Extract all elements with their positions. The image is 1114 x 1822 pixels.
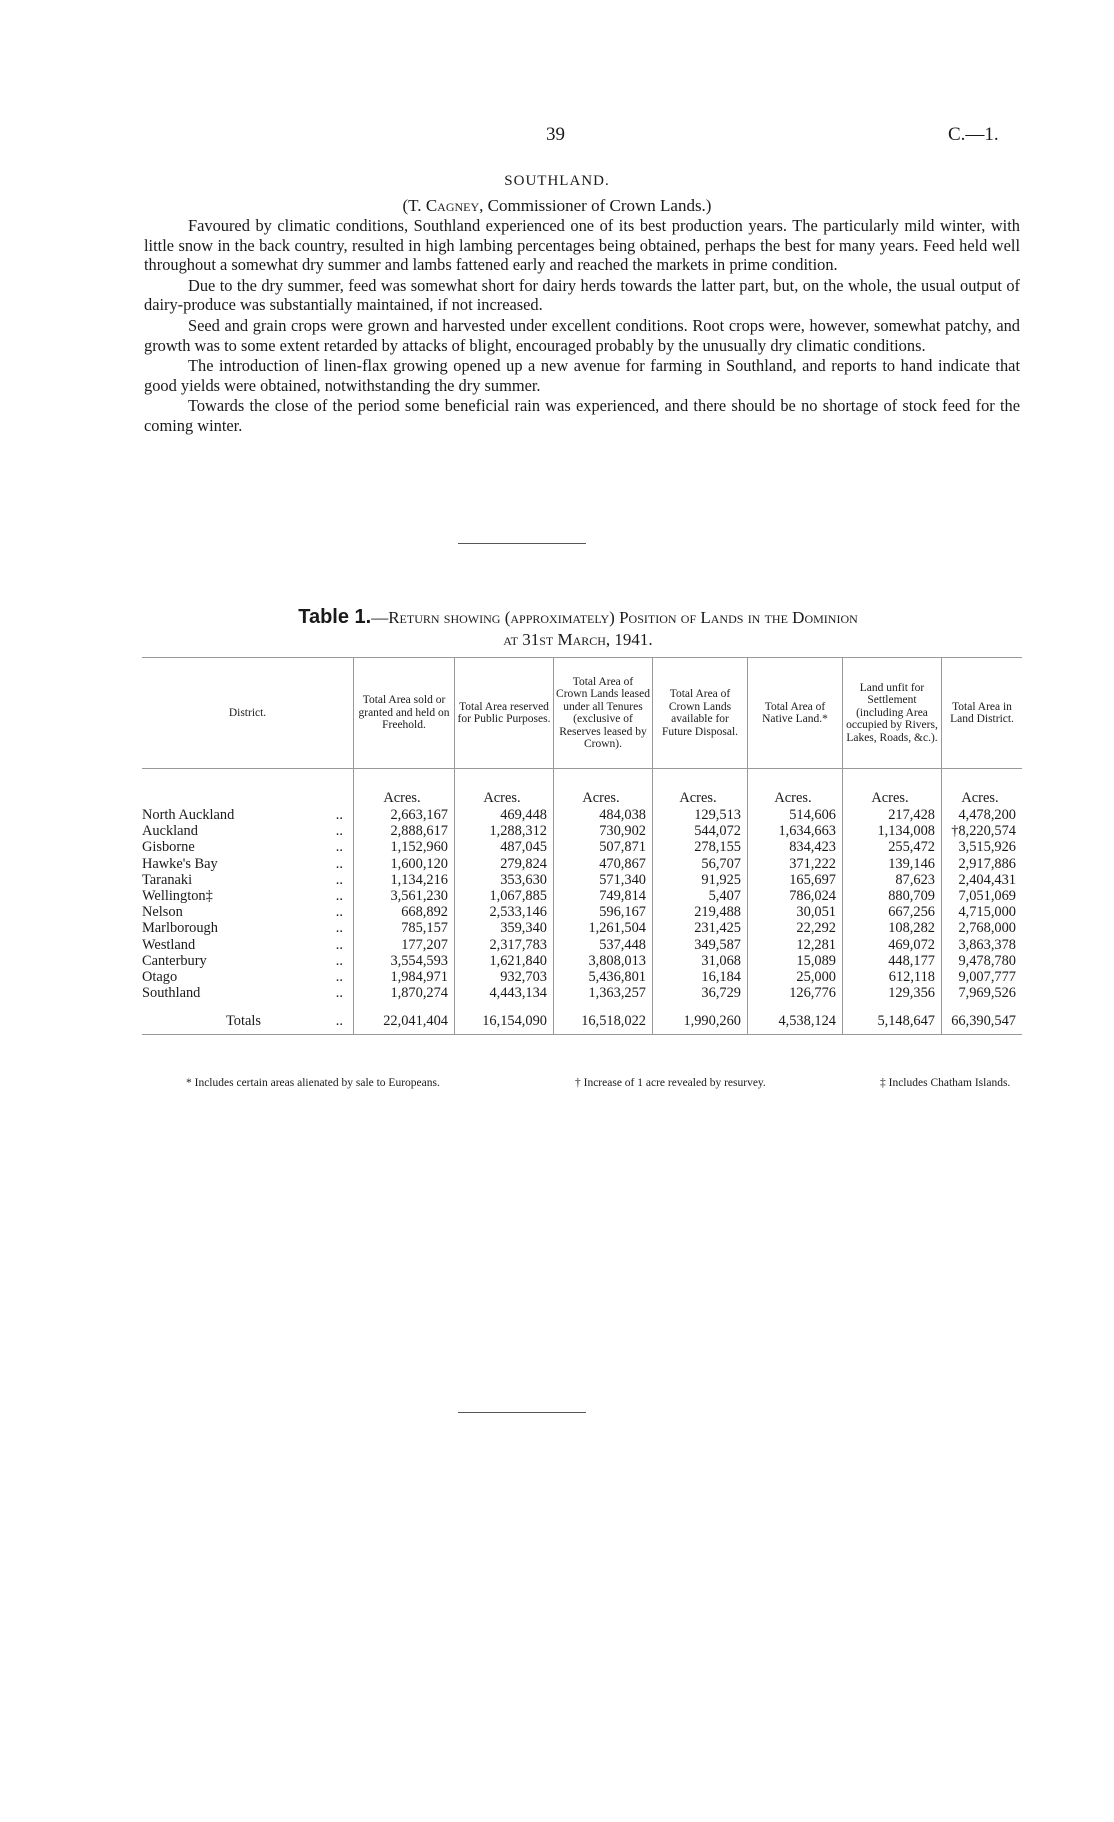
leader-dots: .. xyxy=(335,904,343,921)
leader-dots: .. xyxy=(335,936,343,953)
value-cell: 15,089 xyxy=(748,953,843,969)
value-cell: 231,425 xyxy=(653,920,748,936)
value-cell: 31,068 xyxy=(653,953,748,969)
leader-dots: .. xyxy=(311,1001,354,1034)
value-cell: 3,808,013 xyxy=(554,953,653,969)
totals-row xyxy=(142,1001,1022,1034)
author-rest: , Commissioner of Crown Lands.) xyxy=(479,196,712,215)
value-cell: 1,870,274 xyxy=(354,985,455,1001)
author-open: (T. xyxy=(402,196,426,215)
value-cell: 12,281 xyxy=(748,937,843,953)
value-cell: 1,634,663 xyxy=(748,823,843,839)
value-cell: †8,220,574 xyxy=(942,823,1023,839)
value-cell: 785,157 xyxy=(354,920,455,936)
footnote-chatham: ‡ Includes Chatham Islands. xyxy=(880,1077,1011,1089)
table-header-row xyxy=(142,658,1022,769)
total-cell: 22,041,404 xyxy=(354,1001,455,1034)
table-row xyxy=(142,888,1022,904)
table-row xyxy=(142,969,1022,985)
value-cell: 5,436,801 xyxy=(554,969,653,985)
value-cell: 56,707 xyxy=(653,856,748,872)
table-row xyxy=(142,823,1022,839)
value-cell: 165,697 xyxy=(748,872,843,888)
table-row xyxy=(142,856,1022,872)
value-cell: 571,340 xyxy=(554,872,653,888)
column-header-total-area: Total Area in Land District. xyxy=(942,658,1023,769)
units-row xyxy=(142,769,1022,808)
value-cell: 749,814 xyxy=(554,888,653,904)
value-cell: 1,134,216 xyxy=(354,872,455,888)
table-row xyxy=(142,920,1022,936)
section-title: SOUTHLAND. xyxy=(504,173,610,189)
totals-label: Totals xyxy=(142,1001,311,1034)
value-cell: 834,423 xyxy=(748,839,843,855)
value-cell: 487,045 xyxy=(455,839,554,855)
district-name: Otago xyxy=(142,969,178,986)
value-cell: 1,261,504 xyxy=(554,920,653,936)
value-cell: 470,867 xyxy=(554,856,653,872)
district-name: Nelson xyxy=(142,904,183,921)
value-cell: 469,448 xyxy=(455,807,554,823)
leader-dots: .. xyxy=(335,985,343,1002)
leader-dots: .. xyxy=(335,969,343,986)
value-cell: 255,472 xyxy=(843,839,942,855)
value-cell: 129,513 xyxy=(653,807,748,823)
value-cell: 349,587 xyxy=(653,937,748,953)
value-cell: 1,600,120 xyxy=(354,856,455,872)
value-cell: 596,167 xyxy=(554,904,653,920)
value-cell: 2,917,886 xyxy=(942,856,1023,872)
unit-label: Acres. xyxy=(942,769,1023,808)
value-cell: 2,404,431 xyxy=(942,872,1023,888)
author-line xyxy=(0,196,1114,216)
value-cell: 4,443,134 xyxy=(455,985,554,1001)
value-cell: 359,340 xyxy=(455,920,554,936)
table-label: Table 1. xyxy=(298,606,372,628)
unit-label: Acres. xyxy=(653,769,748,808)
value-cell: 1,621,840 xyxy=(455,953,554,969)
author-name: Cagney xyxy=(425,196,480,215)
value-cell: 612,118 xyxy=(843,969,942,985)
unit-label: Acres. xyxy=(843,769,942,808)
district-name: Hawke's Bay xyxy=(142,855,218,872)
page-end-divider xyxy=(458,1412,586,1413)
value-cell: 1,363,257 xyxy=(554,985,653,1001)
district-name: Canterbury xyxy=(142,952,207,969)
table-row xyxy=(142,937,1022,953)
unit-label: Acres. xyxy=(554,769,653,808)
table-title-line1: —Return showing (approximately) Position of Lands in the Dominion xyxy=(371,608,858,627)
table-row xyxy=(142,904,1022,920)
value-cell: 514,606 xyxy=(748,807,843,823)
value-cell: 1,134,008 xyxy=(843,823,942,839)
unit-label: Acres. xyxy=(748,769,843,808)
value-cell: 668,892 xyxy=(354,904,455,920)
value-cell: 91,925 xyxy=(653,872,748,888)
total-cell: 16,154,090 xyxy=(455,1001,554,1034)
value-cell: 36,729 xyxy=(653,985,748,1001)
value-cell: 1,984,971 xyxy=(354,969,455,985)
value-cell: 87,623 xyxy=(843,872,942,888)
section-divider xyxy=(458,543,586,544)
value-cell: 1,067,885 xyxy=(455,888,554,904)
value-cell: 177,207 xyxy=(354,937,455,953)
table-row xyxy=(142,953,1022,969)
value-cell: 278,155 xyxy=(653,839,748,855)
leader-dots: .. xyxy=(335,888,343,905)
column-header-district: District. xyxy=(142,658,354,769)
value-cell: 4,478,200 xyxy=(942,807,1023,823)
value-cell: 7,051,069 xyxy=(942,888,1023,904)
total-cell: 1,990,260 xyxy=(653,1001,748,1034)
column-header-future-disposal: Total Area of Crown Lands available for Future Disposal. xyxy=(653,658,748,769)
value-cell: 932,703 xyxy=(455,969,554,985)
lands-table xyxy=(142,657,1022,1035)
district-name: Westland xyxy=(142,936,196,953)
leader-dots: .. xyxy=(335,807,343,823)
value-cell: 9,007,777 xyxy=(942,969,1023,985)
value-cell: 2,768,000 xyxy=(942,920,1023,936)
leader-dots: .. xyxy=(335,920,343,937)
document-reference: C.—1. xyxy=(948,124,999,145)
table-title-line2: at 31st March, 1941. xyxy=(503,630,653,649)
value-cell: 9,478,780 xyxy=(942,953,1023,969)
unit-label: Acres. xyxy=(354,769,455,808)
value-cell: 2,663,167 xyxy=(354,807,455,823)
leader-dots: .. xyxy=(335,952,343,969)
district-name: Taranaki xyxy=(142,871,193,888)
total-cell: 4,538,124 xyxy=(748,1001,843,1034)
column-header-unfit-land: Land unfit for Settlement (including Area occupied by Rivers, Lakes, Roads, &c.). xyxy=(843,658,942,769)
column-header-crown-leased: Total Area of Crown Lands leased under all Tenures (exclusive of Reserves leased by Crown). xyxy=(554,658,653,769)
value-cell: 4,715,000 xyxy=(942,904,1023,920)
value-cell: 1,152,960 xyxy=(354,839,455,855)
value-cell: 25,000 xyxy=(748,969,843,985)
value-cell: 667,256 xyxy=(843,904,942,920)
total-cell: 5,148,647 xyxy=(843,1001,942,1034)
value-cell: 3,863,378 xyxy=(942,937,1023,953)
paragraph: Favoured by climatic conditions, Southland experienced one of its best production years. The particularly mild winter, with little snow in the back country, resulted in high lambing percentages being obtained, perhaps the best for many years. Feed held well throughout a somewhat dry summer and lambs fattened early and reached the markets in prime condition. xyxy=(144,216,1020,275)
district-name: Marlborough xyxy=(142,920,218,937)
table-title xyxy=(178,606,978,651)
unit-label: Acres. xyxy=(455,769,554,808)
value-cell: 129,356 xyxy=(843,985,942,1001)
value-cell: 30,051 xyxy=(748,904,843,920)
footnote-1: * Includes certain areas alienated by sale to Europeans. xyxy=(186,1077,440,1089)
value-cell: 448,177 xyxy=(843,953,942,969)
paragraph: Towards the close of the period some beneficial rain was experienced, and there should be no shortage of stock feed for the coming winter. xyxy=(144,396,1020,435)
value-cell: 126,776 xyxy=(748,985,843,1001)
district-name: Auckland xyxy=(142,823,198,840)
value-cell: 219,488 xyxy=(653,904,748,920)
value-cell: 507,871 xyxy=(554,839,653,855)
paragraph: The introduction of linen-flax growing opened up a new avenue for farming in Southland, and reports to hand indicate that good yields were obtained, notwithstanding the dry summer. xyxy=(144,356,1020,395)
value-cell: 16,184 xyxy=(653,969,748,985)
value-cell: 108,282 xyxy=(843,920,942,936)
value-cell: 730,902 xyxy=(554,823,653,839)
leader-dots: .. xyxy=(335,871,343,888)
value-cell: 3,561,230 xyxy=(354,888,455,904)
report-body xyxy=(144,216,1020,437)
table-row xyxy=(142,985,1022,1001)
value-cell: 279,824 xyxy=(455,856,554,872)
value-cell: 544,072 xyxy=(653,823,748,839)
value-cell: 7,969,526 xyxy=(942,985,1023,1001)
value-cell: 786,024 xyxy=(748,888,843,904)
value-cell: 139,146 xyxy=(843,856,942,872)
value-cell: 2,888,617 xyxy=(354,823,455,839)
value-cell: 353,630 xyxy=(455,872,554,888)
value-cell: 469,072 xyxy=(843,937,942,953)
footnote-europeans xyxy=(160,1077,560,1089)
district-name: Wellington‡ xyxy=(142,888,213,905)
value-cell: 371,222 xyxy=(748,856,843,872)
value-cell: 2,533,146 xyxy=(455,904,554,920)
value-cell: 3,554,593 xyxy=(354,953,455,969)
paragraph: Due to the dry summer, feed was somewhat short for dairy herds towards the latter part, but, on the whole, the usual output of dairy-produce was substantially maintained, if not increased. xyxy=(144,275,1020,315)
table-row xyxy=(142,839,1022,855)
district-name: Gisborne xyxy=(142,839,195,856)
leader-dots: .. xyxy=(335,823,343,840)
total-cell: 16,518,022 xyxy=(554,1001,653,1034)
table-row xyxy=(142,807,1022,823)
value-cell: 537,448 xyxy=(554,937,653,953)
column-header-native-land: Total Area of Native Land.* xyxy=(748,658,843,769)
column-header-public-purposes: Total Area reserved for Public Purposes. xyxy=(455,658,554,769)
column-header-freehold: Total Area sold or granted and held on Freehold. xyxy=(354,658,455,769)
district-name: Southland xyxy=(142,985,201,1002)
value-cell: 880,709 xyxy=(843,888,942,904)
value-cell: 217,428 xyxy=(843,807,942,823)
table-row xyxy=(142,872,1022,888)
footnote-resurvey: † Increase of 1 acre revealed by resurvey. xyxy=(575,1077,766,1089)
value-cell: 2,317,783 xyxy=(455,937,554,953)
leader-dots: .. xyxy=(335,855,343,872)
page-number: 39 xyxy=(546,124,565,145)
leader-dots: .. xyxy=(335,839,343,856)
paragraph: Seed and grain crops were grown and harvested under excellent conditions. Root crops were, however, somewhat patchy, and growth was to some extent retarded by attacks of blight, encouraged probably by the unusually dry climatic conditions. xyxy=(144,315,1020,355)
total-cell: 66,390,547 xyxy=(942,1001,1023,1034)
value-cell: 1,288,312 xyxy=(455,823,554,839)
value-cell: 22,292 xyxy=(748,920,843,936)
value-cell: 5,407 xyxy=(653,888,748,904)
value-cell: 484,038 xyxy=(554,807,653,823)
value-cell: 3,515,926 xyxy=(942,839,1023,855)
district-name: North Auckland xyxy=(142,807,235,823)
